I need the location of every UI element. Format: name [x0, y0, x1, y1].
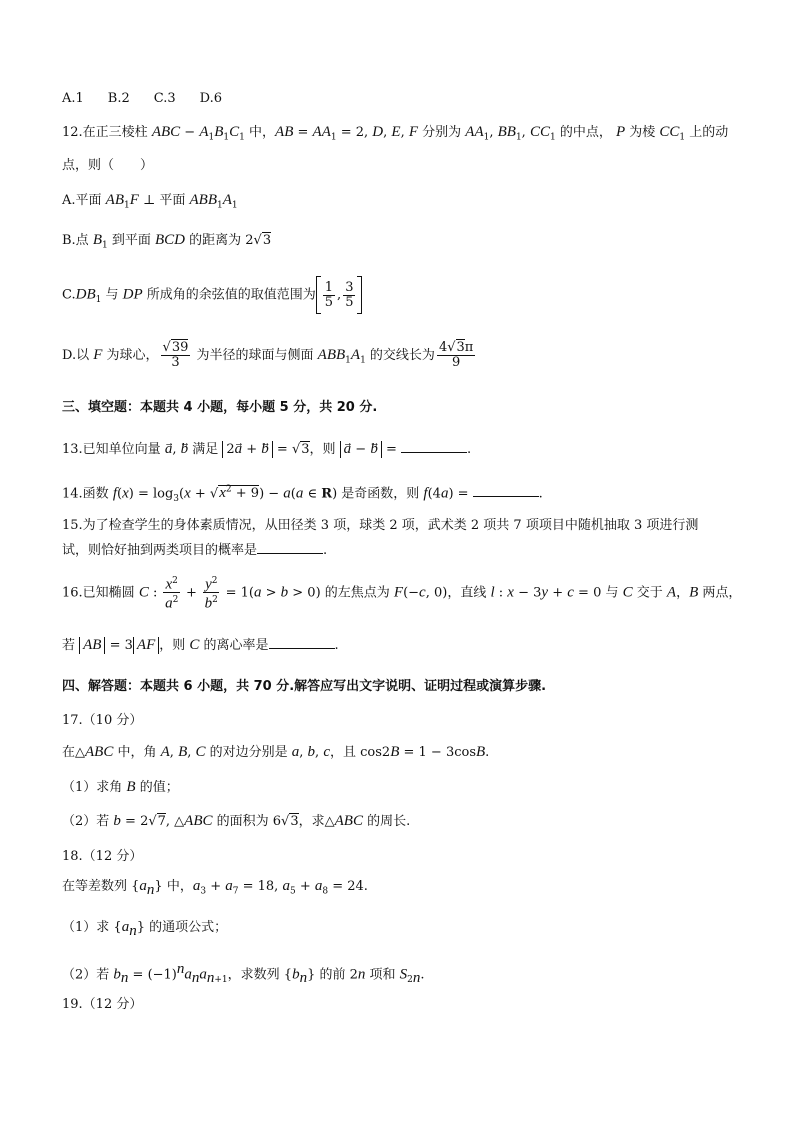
q15-answer-blank[interactable] [257, 541, 323, 554]
q12-stem-line2: 点，则（ ） [62, 158, 154, 173]
q12-option-a: A.平面 $AB_1F$ ⊥ 平面 $ABB_1A_1$ [62, 192, 238, 211]
q13-answer-blank[interactable] [401, 440, 467, 453]
q16-line2: 若 AB = 3 AF ，则 C 的离心率是 . [62, 637, 339, 653]
q11-option-a: A.1 [62, 91, 84, 106]
q13: 13.已知单位向量 a⃗, b 满足 2a⃗ + b = √3，则 a⃗ − b = . [62, 441, 472, 457]
q17-head: 17.（10 分） [62, 713, 143, 728]
q16-answer-blank[interactable] [269, 636, 335, 649]
q19-head: 19.（12 分） [62, 997, 143, 1012]
q17-part2: （2）若 b = 2√7, △ABC 的面积为 6√3，求△ABC 的周长. [62, 813, 411, 829]
q11-option-c: C.3 [153, 91, 176, 106]
q14: 14.函数 $f(x) = \log_3(x + √x^2 + 9) - a(a$ ∈ R) 是奇函数，则 f(4a) = . [62, 485, 543, 504]
section-heading-fill-in: 三、填空题：本题共 4 小题，每小题 5 分，共 20 分. [62, 400, 378, 415]
q12-stem-line1: 12.在正三棱柱 ABC − $A_1B_1C_1$ 中，AB = $AA_1 = 2$, D, E, F 分别为 $AA_1$, $BB_1$, $CC_1$ 的中点， P 为棱 $CC_1$ 上的动 [62, 124, 729, 143]
q12-option-d: D.以 F 为球心， $\frac{√39}{3}$ 为半径的球面与侧面 $ABB_1A_1$ 的交线长为 $\frac{4√3\pi}{9}$ [62, 340, 474, 370]
q17-stem: 在△ABC 中，角 A, B, C 的对边分别是 a, b, c，且 cos2B = 1 − 3cosB. [62, 744, 490, 760]
q18-part2: （2）若 $b_n = (-1)^na_na_{n+1}$，求数列 $\{b_n\}$ 的前 2n 项和 $S_{2n}$. [62, 961, 425, 986]
q14-answer-blank[interactable] [473, 484, 539, 497]
q16-line1: 16.已知椭圆 C : $\frac{x^2}{a^2}$ + $\frac{y^2}{b^2}$ = 1(a > b > 0) 的左焦点为 F(−c, 0)，直线 l : x − 3y + c = 0 与 C 交于 A，B 两点， [62, 576, 742, 612]
q17-part1: （1）求角 B 的值； [62, 779, 179, 795]
q11-options [62, 90, 246, 108]
q18-head: 18.（12 分） [62, 849, 143, 864]
q15-line2: 试，则恰好抽到两类项目的概率是 . [62, 543, 328, 558]
section-heading-solutions: 四、解答题：本题共 6 小题，共 70 分.解答应写出文字说明、证明过程或演算步骤. [62, 679, 547, 694]
q11-option-b: B.2 [107, 91, 130, 106]
q12-option-b: B.点 $B_1$ 到平面 BCD 的距离为 2√3 [62, 232, 272, 251]
q18-stem: 在等差数列 $\{a_n\}$ 中，$a_3 + a_7 = 18$, $a_5 + a_8 = 24$. [62, 878, 368, 898]
q11-option-d: D.6 [199, 91, 223, 106]
q15-line1: 15.为了检查学生的身体素质情况，从田径类 3 项，球类 2 项，武术类 2 项共 7 项项目中随机抽取 3 项进行测 [62, 518, 699, 533]
q18-part1: （1）求 $\{a_n\}$ 的通项公式； [62, 919, 228, 939]
q12-option-c: $C.DB_1$ 与 DP 所成角的余弦值的取值范围为 $\frac{1}{5}$ , $\frac{3}{5}$ [62, 276, 362, 318]
